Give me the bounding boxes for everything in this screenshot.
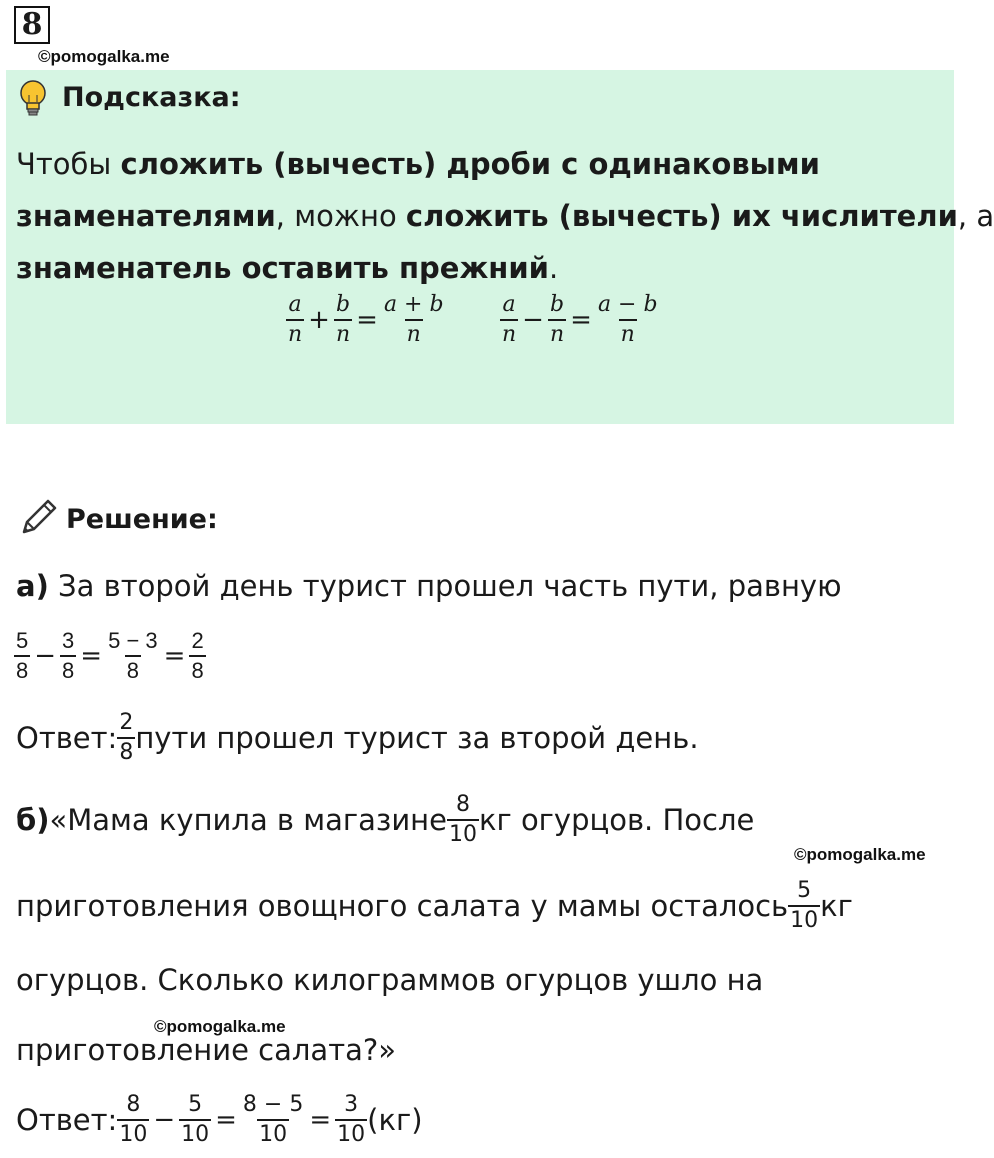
solution-title: Решение:	[66, 504, 218, 535]
lightbulb-icon	[16, 78, 50, 123]
part-b-line1: б) «Мама купила в магазине $\frac{8}{10}$ кг огурцов. После	[16, 792, 755, 847]
part-a-text: а) За второй день турист прошел часть пути, равную	[16, 569, 842, 603]
part-a-calc: $\frac{5}{8}$ − $\frac{3}{8}$ = $\frac{5 - 3}{8}$ = $\frac{2}{8}$	[16, 628, 204, 683]
hint-text: Чтобы сложить (вычесть) дроби с одинаковыми знаменателями, можно сложить (вычесть) их числители, а знаменатель оставить прежний.	[16, 147, 994, 285]
watermark-3: ©pomogalka.me	[154, 1017, 286, 1036]
hint-formula-sum: $\frac{a}{n}$ + $\frac{b}{n}$ = $\frac{a + b}{n}$	[288, 292, 444, 347]
part-b-line3: огурцов. Сколько килограммов огурцов ушло на	[16, 963, 764, 997]
part-a-answer: Ответ: $\frac{2}{8}$ пути прошел турист за второй день.	[16, 710, 699, 765]
pencil-icon	[18, 496, 60, 543]
watermark-2: ©pomogalka.me	[794, 845, 926, 864]
hint-title: Подсказка:	[62, 82, 241, 113]
part-b-line4: приготовление салата?»	[16, 1033, 396, 1067]
watermark: ©pomogalka.me	[38, 47, 170, 66]
part-b-answer: Ответ: $\frac{8}{10}$ − $\frac{5}{10}$ = $\frac{8 - 5}{10}$ = $\frac{3}{10}$ (кг)	[16, 1092, 423, 1147]
part-b-line2: приготовления овощного салата у мамы осталось $\frac{5}{10}$ кг	[16, 878, 853, 933]
task-number: 8	[14, 6, 50, 44]
hint-formula-diff: $\frac{a}{n}$ − $\frac{b}{n}$ = $\frac{a - b}{n}$	[502, 292, 658, 347]
